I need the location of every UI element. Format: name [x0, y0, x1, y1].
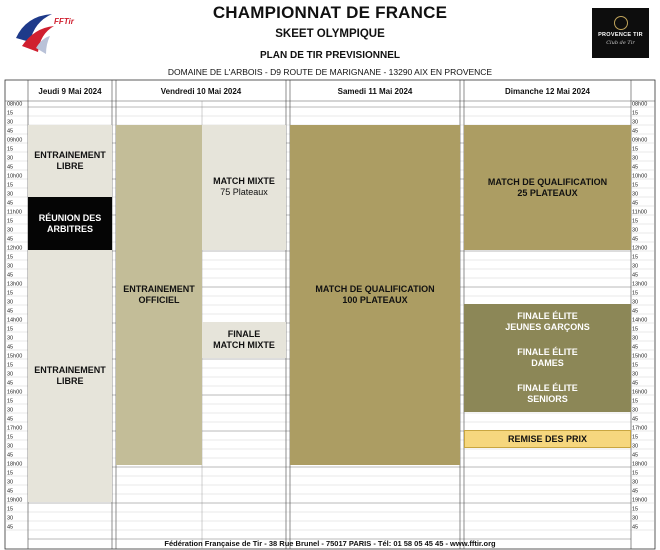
quarter-label-right: 15	[632, 254, 639, 261]
time-label-left: 10h00	[7, 173, 23, 180]
time-label-left: 09h00	[7, 137, 23, 144]
quarter-label-left: 45	[7, 128, 14, 135]
quarter-label-left: 15	[7, 506, 14, 513]
quarter-label-right: 30	[632, 335, 639, 342]
event-label: RÉUNION DES	[38, 212, 102, 223]
time-label-left: 12h00	[7, 245, 23, 252]
quarter-label-left: 15	[7, 362, 14, 369]
venue-address: DOMAINE DE L'ARBOIS - D9 ROUTE DE MARIGNANE - 13290 AIX EN PROVENCE	[167, 67, 493, 77]
quarter-label-left: 30	[7, 191, 14, 198]
time-label-left: 16h00	[7, 389, 23, 396]
quarter-label-left: 45	[7, 200, 14, 207]
quarter-label-right: 30	[632, 443, 639, 450]
quarter-label-left: 15	[7, 146, 14, 153]
event-jeudi-reunion-arbitres	[28, 197, 112, 250]
fftir-logo-text: FFTir	[54, 17, 74, 26]
time-label-left: 11h00	[7, 209, 22, 216]
quarter-label-right: 15	[632, 506, 639, 513]
event-label: DAMES	[531, 358, 564, 368]
event-label: FINALE ÉLITE	[517, 311, 578, 321]
time-label-left: 19h00	[7, 497, 23, 504]
day-header-samedi: Samedi 11 Mai 2024	[337, 87, 413, 96]
time-label-left: 14h00	[7, 317, 23, 324]
quarter-label-left: 45	[7, 488, 14, 495]
quarter-label-left: 45	[7, 308, 14, 315]
quarter-label-right: 30	[632, 515, 639, 522]
time-label-right: 12h00	[632, 245, 648, 252]
time-label-right: 17h00	[632, 425, 648, 432]
plan-title: PLAN DE TIR PREVISIONNEL	[259, 50, 400, 61]
time-label-left: 17h00	[7, 425, 23, 432]
event-label: 75 Plateaux	[220, 186, 268, 197]
page-subtitle: SKEET OLYMPIQUE	[275, 28, 385, 40]
quarter-label-left: 45	[7, 272, 14, 279]
day-header-vendredi: Vendredi 10 Mai 2024	[160, 87, 242, 96]
event-label: ENTRAINEMENT	[34, 365, 106, 375]
quarter-label-left: 30	[7, 119, 14, 126]
event-dimanche-finale-jeunes-garcons	[464, 304, 631, 340]
quarter-label-left: 45	[7, 524, 14, 531]
quarter-label-left: 15	[7, 254, 14, 261]
event-label: ARBITRES	[46, 223, 93, 234]
quarter-label-left: 30	[7, 155, 14, 162]
time-label-right: 08h00	[632, 101, 648, 108]
time-label-right: 16h00	[632, 389, 648, 396]
footer-contact: Fédération Française de Tir - 38 Rue Brunel - 75017 PARIS - Tél: 01 58 05 45 45 - www.fftir.org	[164, 539, 496, 548]
quarter-label-left: 15	[7, 434, 14, 441]
event-label: ENTRAINEMENT	[34, 150, 106, 160]
time-label-right: 18h00	[632, 461, 648, 468]
event-jeudi-entrainement-libre-1	[28, 125, 112, 197]
quarter-label-left: 30	[7, 299, 14, 306]
event-vendredi-entrainement-officiel	[116, 125, 202, 465]
quarter-label-right: 45	[632, 524, 639, 531]
time-label-right: 10h00	[632, 173, 648, 180]
quarter-label-left: 45	[7, 164, 14, 171]
time-label-right: 11h00	[632, 209, 647, 216]
quarter-label-right: 45	[632, 236, 639, 243]
quarter-label-right: 15	[632, 110, 639, 117]
time-label-left: 13h00	[7, 281, 23, 288]
quarter-label-right: 30	[632, 479, 639, 486]
quarter-label-right: 15	[632, 146, 639, 153]
event-jeudi-entrainement-libre-2	[28, 250, 112, 502]
quarter-label-left: 30	[7, 371, 14, 378]
quarter-label-left: 15	[7, 326, 14, 333]
event-label: ENTRAINEMENT	[123, 284, 195, 294]
event-label: MATCH MIXTE	[213, 175, 275, 186]
event-label: MATCH DE QUALIFICATION	[315, 284, 435, 294]
quarter-label-left: 30	[7, 335, 14, 342]
time-label-left: 15h00	[7, 353, 23, 360]
event-label: JEUNES GARÇONS	[505, 322, 590, 332]
time-label-right: 15h00	[632, 353, 648, 360]
quarter-label-right: 45	[632, 308, 639, 315]
quarter-label-left: 15	[7, 218, 14, 225]
day-header-jeudi: Jeudi 9 Mai 2024	[38, 87, 102, 96]
event-label: 25 PLATEAUX	[517, 187, 578, 198]
page-title: CHAMPIONNAT DE FRANCE	[212, 3, 448, 22]
event-label: REMISE DES PRIX	[507, 433, 588, 444]
quarter-label-right: 30	[632, 299, 639, 306]
quarter-label-right: 45	[632, 488, 639, 495]
quarter-label-right: 45	[632, 344, 639, 351]
event-label: 100 PLATEAUX	[342, 295, 408, 305]
quarter-label-left: 15	[7, 290, 14, 297]
event-label: LIBRE	[56, 161, 84, 171]
quarter-label-right: 15	[632, 398, 639, 405]
quarter-label-right: 45	[632, 272, 639, 279]
quarter-label-right: 45	[632, 380, 639, 387]
quarter-label-left: 30	[7, 407, 14, 414]
time-label-left: 08h00	[7, 101, 23, 108]
event-label: MATCH DE QUALIFICATION	[487, 176, 608, 187]
quarter-label-left: 15	[7, 110, 14, 117]
quarter-label-left: 15	[7, 398, 14, 405]
quarter-label-right: 30	[632, 371, 639, 378]
event-label: FINALE ÉLITE	[517, 383, 578, 393]
quarter-label-right: 30	[632, 227, 639, 234]
quarter-label-left: 45	[7, 416, 14, 423]
quarter-label-left: 30	[7, 479, 14, 486]
event-label: SENIORS	[527, 394, 568, 404]
event-label: FINALE ÉLITE	[517, 347, 578, 357]
time-label-right: 13h00	[632, 281, 648, 288]
event-dimanche-remise-des-prix	[464, 430, 631, 448]
event-label: LIBRE	[56, 376, 84, 386]
quarter-label-left: 45	[7, 380, 14, 387]
quarter-label-right: 30	[632, 407, 639, 414]
quarter-label-left: 45	[7, 452, 14, 459]
quarter-label-right: 15	[632, 182, 639, 189]
day-header-dimanche: Dimanche 12 Mai 2024	[505, 87, 590, 96]
event-samedi-match-qualification	[290, 125, 460, 465]
quarter-label-right: 45	[632, 452, 639, 459]
quarter-label-left: 30	[7, 263, 14, 270]
quarter-label-right: 30	[632, 155, 639, 162]
time-label-right: 19h00	[632, 497, 648, 504]
event-dimanche-finale-dames	[464, 340, 631, 376]
event-label: MATCH MIXTE	[213, 340, 275, 350]
event-vendredi-finale-match-mixte	[202, 322, 286, 358]
quarter-label-right: 45	[632, 164, 639, 171]
quarter-label-left: 30	[7, 515, 14, 522]
time-label-right: 09h00	[632, 137, 648, 144]
quarter-label-right: 15	[632, 290, 639, 297]
time-label-right: 14h00	[632, 317, 648, 324]
quarter-label-right: 15	[632, 362, 639, 369]
event-label: FINALE	[227, 329, 261, 339]
quarter-label-left: 45	[7, 236, 14, 243]
quarter-label-right: 45	[632, 416, 639, 423]
provence-tir-name: PROVENCE TIR	[598, 32, 643, 38]
event-label: OFFICIEL	[138, 295, 180, 305]
quarter-label-right: 45	[632, 128, 639, 135]
quarter-label-left: 15	[7, 182, 14, 189]
quarter-label-left: 45	[7, 344, 14, 351]
quarter-label-left: 15	[7, 470, 14, 477]
quarter-label-right: 15	[632, 470, 639, 477]
event-dimanche-match-qualification	[464, 125, 631, 250]
event-dimanche-finale-seniors	[464, 376, 631, 412]
quarter-label-left: 30	[7, 227, 14, 234]
quarter-label-right: 45	[632, 200, 639, 207]
quarter-label-right: 30	[632, 263, 639, 270]
provence-tir-tagline: Club de Tir	[606, 40, 635, 46]
quarter-label-left: 30	[7, 443, 14, 450]
quarter-label-right: 15	[632, 218, 639, 225]
time-label-left: 18h00	[7, 461, 23, 468]
quarter-label-right: 15	[632, 326, 639, 333]
quarter-label-right: 30	[632, 191, 639, 198]
quarter-label-right: 15	[632, 434, 639, 441]
event-vendredi-match-mixte	[202, 125, 286, 250]
quarter-label-right: 30	[632, 119, 639, 126]
